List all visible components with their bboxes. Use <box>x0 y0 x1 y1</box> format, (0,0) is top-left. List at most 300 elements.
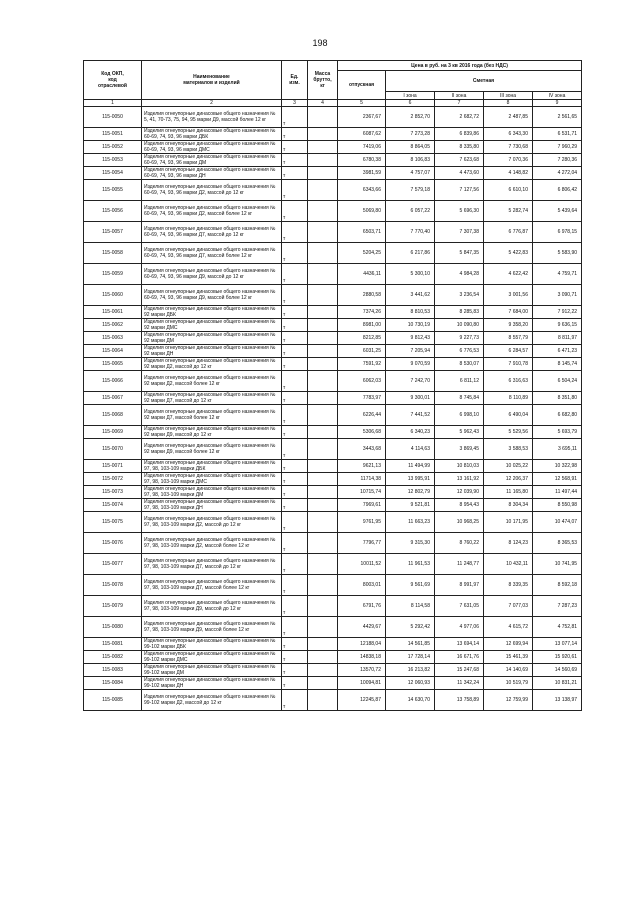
cell-code: 115-0068 <box>84 405 142 426</box>
cell-zone-1: 8 864,05 <box>386 141 435 154</box>
cell-release-price: 10094,81 <box>338 677 386 690</box>
cell-zone-2: 12 039,90 <box>435 486 484 499</box>
cell-code: 115-0064 <box>84 345 142 358</box>
cell-name: Изделия огнеупорные динасовые общего назначения № 97, 98, 103-109 марки Д7, массой до 12 кг <box>142 554 282 575</box>
cell-zone-1: 14 630,70 <box>386 690 435 711</box>
cell-zone-2: 7 127,56 <box>435 180 484 201</box>
cell-zone-1: 3 441,62 <box>386 285 435 306</box>
cell-unit: т <box>282 345 308 358</box>
cell-unit: т <box>282 107 308 128</box>
cell-name: Изделия огнеупорные динасовые общего назначения № 60-69, 74, 93, 96 марки ДН <box>142 167 282 180</box>
cell-unit: т <box>282 499 308 512</box>
col-num: 8 <box>484 100 533 107</box>
cell-zone-3: 6 610,10 <box>484 180 533 201</box>
header-name <box>142 61 282 100</box>
cell-code: 115-0059 <box>84 264 142 285</box>
cell-zone-3: 8 110,89 <box>484 392 533 405</box>
cell-zone-1: 6 217,86 <box>386 243 435 264</box>
cell-zone-4: 6 806,42 <box>533 180 582 201</box>
cell-zone-2: 7 307,38 <box>435 222 484 243</box>
cell-code: 115-0063 <box>84 332 142 345</box>
cell-zone-2: 4 984,28 <box>435 264 484 285</box>
table-row <box>84 167 582 180</box>
cell-zone-4: 15 920,61 <box>533 651 582 664</box>
cell-code: 115-0057 <box>84 222 142 243</box>
cell-name: Изделия огнеупорные динасовые общего назначения № 99-102 марки ДМ <box>142 664 282 677</box>
cell-zone-3: 7 077,03 <box>484 596 533 617</box>
cell-name: Изделия огнеупорные динасовые общего назначения № 60-69, 74, 93, 96 марки Д9, массой до 12 кг <box>142 264 282 285</box>
cell-zone-4: 3 695,11 <box>533 439 582 460</box>
cell-zone-1: 4 114,63 <box>386 439 435 460</box>
cell-zone-1: 13 995,91 <box>386 473 435 486</box>
cell-code: 115-0061 <box>84 306 142 319</box>
cell-zone-3: 5 282,74 <box>484 201 533 222</box>
cell-zone-3: 8 557,79 <box>484 332 533 345</box>
cell-release-price: 3443,68 <box>338 439 386 460</box>
table-row <box>84 332 582 345</box>
cell-zone-4: 7 960,29 <box>533 141 582 154</box>
cell-zone-1: 8 106,83 <box>386 154 435 167</box>
cell-name: Изделия огнеупорные динасовые общего назначения № 97, 98, 103-109 марки ДБК <box>142 460 282 473</box>
cell-unit: т <box>282 460 308 473</box>
header-mass-line: брутто, <box>313 77 332 83</box>
cell-release-price: 11714,38 <box>338 473 386 486</box>
cell-mass <box>308 405 338 426</box>
cell-zone-1: 9 315,30 <box>386 533 435 554</box>
cell-zone-4: 4 272,04 <box>533 167 582 180</box>
cell-zone-3: 12 206,37 <box>484 473 533 486</box>
cell-zone-4: 10 322,98 <box>533 460 582 473</box>
cell-zone-3: 2 487,85 <box>484 107 533 128</box>
cell-zone-3: 3 588,53 <box>484 439 533 460</box>
cell-code: 115-0077 <box>84 554 142 575</box>
cell-release-price: 8212,85 <box>338 332 386 345</box>
cell-zone-4: 6 531,71 <box>533 128 582 141</box>
cell-zone-4: 10 741,95 <box>533 554 582 575</box>
cell-release-price: 6031,25 <box>338 345 386 358</box>
cell-mass <box>308 664 338 677</box>
cell-name: Изделия огнеупорные динасовые общего назначения № 60-69, 74, 93, 96 марки Д7, массой более 12 кг <box>142 243 282 264</box>
header-code-line: код <box>108 77 117 83</box>
cell-zone-4: 8 592,18 <box>533 575 582 596</box>
cell-zone-4: 2 561,65 <box>533 107 582 128</box>
cell-name: Изделия огнеупорные динасовые общего назначения № 97, 98, 103-109 марки Д9, массой более 12 кг <box>142 617 282 638</box>
header-code-line: отраслевой <box>97 83 128 89</box>
cell-zone-1: 8 114,58 <box>386 596 435 617</box>
col-num: 6 <box>386 100 435 107</box>
header-release-price: отпускная <box>338 71 386 100</box>
cell-release-price: 7796,77 <box>338 533 386 554</box>
cell-mass <box>308 392 338 405</box>
cell-unit: т <box>282 554 308 575</box>
cell-zone-2: 8 285,83 <box>435 306 484 319</box>
cell-mass <box>308 638 338 651</box>
cell-release-price: 6062,03 <box>338 371 386 392</box>
cell-release-price: 6780,38 <box>338 154 386 167</box>
cell-mass <box>308 128 338 141</box>
table-row <box>84 141 582 154</box>
cell-zone-3: 7 910,78 <box>484 358 533 371</box>
table-row <box>84 690 582 711</box>
column-number-row <box>84 100 582 107</box>
cell-zone-1: 9 812,43 <box>386 332 435 345</box>
cell-code: 115-0050 <box>84 107 142 128</box>
cell-zone-2: 8 760,22 <box>435 533 484 554</box>
cell-unit: т <box>282 222 308 243</box>
cell-unit: т <box>282 664 308 677</box>
cell-zone-1: 7 441,52 <box>386 405 435 426</box>
cell-unit: т <box>282 596 308 617</box>
cell-mass <box>308 201 338 222</box>
cell-zone-4: 10 474,07 <box>533 512 582 533</box>
cell-zone-4: 8 811,97 <box>533 332 582 345</box>
cell-mass <box>308 460 338 473</box>
cell-release-price: 9761,95 <box>338 512 386 533</box>
cell-mass <box>308 345 338 358</box>
cell-unit: т <box>282 167 308 180</box>
table-row <box>84 499 582 512</box>
cell-mass <box>308 499 338 512</box>
cell-zone-1: 11 961,53 <box>386 554 435 575</box>
cell-zone-1: 12 802,79 <box>386 486 435 499</box>
cell-code: 115-0071 <box>84 460 142 473</box>
cell-zone-4: 6 504,24 <box>533 371 582 392</box>
cell-release-price: 12188,04 <box>338 638 386 651</box>
cell-code: 115-0053 <box>84 154 142 167</box>
header-unit-line: изм. <box>289 80 300 86</box>
cell-zone-3: 10 025,22 <box>484 460 533 473</box>
cell-zone-4: 5 583,90 <box>533 243 582 264</box>
cell-zone-3: 6 776,87 <box>484 222 533 243</box>
table-row <box>84 222 582 243</box>
table-row <box>84 243 582 264</box>
cell-mass <box>308 486 338 499</box>
cell-zone-3: 10 432,11 <box>484 554 533 575</box>
cell-zone-1: 5 300,10 <box>386 264 435 285</box>
table-row <box>84 319 582 332</box>
cell-zone-1: 9 561,69 <box>386 575 435 596</box>
table-row <box>84 345 582 358</box>
cell-zone-2: 13 758,89 <box>435 690 484 711</box>
table-row <box>84 533 582 554</box>
cell-zone-2: 7 631,05 <box>435 596 484 617</box>
cell-zone-2: 9 227,73 <box>435 332 484 345</box>
cell-code: 115-0084 <box>84 677 142 690</box>
cell-zone-1: 9 070,59 <box>386 358 435 371</box>
cell-zone-1: 7 770,40 <box>386 222 435 243</box>
table-row <box>84 264 582 285</box>
header-unit <box>282 61 308 100</box>
cell-zone-3: 10 171,95 <box>484 512 533 533</box>
cell-zone-2: 5 962,43 <box>435 426 484 439</box>
cell-zone-2: 8 745,84 <box>435 392 484 405</box>
cell-name: Изделия огнеупорные динасовые общего назначения № 60-69, 74, 93, 96 марки ДБК <box>142 128 282 141</box>
cell-zone-4: 5 439,64 <box>533 201 582 222</box>
cell-code: 115-0054 <box>84 167 142 180</box>
table-row <box>84 180 582 201</box>
cell-release-price: 6087,62 <box>338 128 386 141</box>
cell-zone-1: 11 663,23 <box>386 512 435 533</box>
cell-zone-4: 7 912,22 <box>533 306 582 319</box>
cell-code: 115-0065 <box>84 358 142 371</box>
cell-name: Изделия огнеупорные динасовые общего назначения № 92 марки Д7, массой до 12 кг <box>142 392 282 405</box>
cell-release-price: 13570,72 <box>338 664 386 677</box>
cell-code: 115-0058 <box>84 243 142 264</box>
cell-zone-4: 14 560,69 <box>533 664 582 677</box>
cell-name: Изделия огнеупорные динасовые общего назначения № 92 марки Д9, массой более 12 кг <box>142 439 282 460</box>
cell-zone-3: 6 343,30 <box>484 128 533 141</box>
cell-zone-1: 4 757,07 <box>386 167 435 180</box>
cell-zone-1: 16 213,82 <box>386 664 435 677</box>
cell-zone-3: 10 519,79 <box>484 677 533 690</box>
cell-code: 115-0083 <box>84 664 142 677</box>
cell-unit: т <box>282 392 308 405</box>
cell-mass <box>308 264 338 285</box>
table-row <box>84 128 582 141</box>
cell-code: 115-0079 <box>84 596 142 617</box>
cell-zone-2: 5 847,35 <box>435 243 484 264</box>
cell-mass <box>308 167 338 180</box>
cell-release-price: 6791,76 <box>338 596 386 617</box>
cell-zone-1: 8 810,53 <box>386 306 435 319</box>
cell-zone-4: 7 287,23 <box>533 596 582 617</box>
cell-mass <box>308 596 338 617</box>
cell-zone-4: 9 636,15 <box>533 319 582 332</box>
cell-mass <box>308 554 338 575</box>
cell-zone-4: 4 759,71 <box>533 264 582 285</box>
cell-zone-4: 13 138,97 <box>533 690 582 711</box>
table-header <box>84 61 582 107</box>
cell-zone-4: 13 077,14 <box>533 638 582 651</box>
cell-zone-4: 8 365,53 <box>533 533 582 554</box>
cell-release-price: 5204,25 <box>338 243 386 264</box>
cell-zone-2: 8 335,80 <box>435 141 484 154</box>
cell-zone-2: 2 682,72 <box>435 107 484 128</box>
cell-release-price: 8003,01 <box>338 575 386 596</box>
cell-zone-1: 7 242,70 <box>386 371 435 392</box>
cell-release-price: 3981,59 <box>338 167 386 180</box>
cell-zone-3: 6 490,04 <box>484 405 533 426</box>
cell-name: Изделия огнеупорные динасовые общего назначения № 60-69, 74, 93, 96 марки Д7, массой до 12 кг <box>142 222 282 243</box>
cell-zone-2: 8 991,97 <box>435 575 484 596</box>
col-num: 2 <box>142 100 282 107</box>
cell-zone-2: 13 694,14 <box>435 638 484 651</box>
cell-name: Изделия огнеупорные динасовые общего назначения № 99-102 марки ДН <box>142 677 282 690</box>
cell-name: Изделия огнеупорные динасовые общего назначения № 92 марки ДМ <box>142 332 282 345</box>
cell-code: 115-0066 <box>84 371 142 392</box>
cell-release-price: 4436,11 <box>338 264 386 285</box>
cell-name: Изделия огнеупорные динасовые общего назначения № 60-69, 74, 93, 96 марки ДМ <box>142 154 282 167</box>
col-num: 9 <box>533 100 582 107</box>
cell-release-price: 10715,74 <box>338 486 386 499</box>
header-mass-line: Масса <box>314 71 331 77</box>
cell-name: Изделия огнеупорные динасовые общего назначения № 5, 41, 70-73, 75, 94, 95 марки Д9, массой более 12 кг <box>142 107 282 128</box>
cell-mass <box>308 371 338 392</box>
table-row <box>84 617 582 638</box>
cell-mass <box>308 107 338 128</box>
cell-mass <box>308 154 338 167</box>
cell-zone-1: 14 561,85 <box>386 638 435 651</box>
header-name-line: материалов и изделий <box>183 80 240 86</box>
cell-mass <box>308 690 338 711</box>
table-row <box>84 107 582 128</box>
cell-name: Изделия огнеупорные динасовые общего назначения № 92 марки ДБК <box>142 306 282 319</box>
cell-zone-2: 6 839,86 <box>435 128 484 141</box>
header-mass <box>308 61 338 100</box>
cell-release-price: 14838,18 <box>338 651 386 664</box>
table-row <box>84 575 582 596</box>
cell-release-price: 10011,52 <box>338 554 386 575</box>
cell-name: Изделия огнеупорные динасовые общего назначения № 60-69, 74, 93, 96 марки Д9, массой более 12 кг <box>142 285 282 306</box>
col-num: 3 <box>282 100 308 107</box>
cell-name: Изделия огнеупорные динасовые общего назначения № 60-69, 74, 93, 96 марки Д2, массой более 12 кг <box>142 201 282 222</box>
cell-zone-1: 7 579,18 <box>386 180 435 201</box>
cell-mass <box>308 358 338 371</box>
table-row <box>84 486 582 499</box>
cell-unit: т <box>282 371 308 392</box>
cell-zone-4: 8 550,98 <box>533 499 582 512</box>
cell-release-price: 7591,92 <box>338 358 386 371</box>
cell-name: Изделия огнеупорные динасовые общего назначения № 92 марки ДМС <box>142 319 282 332</box>
cell-zone-1: 6 340,23 <box>386 426 435 439</box>
cell-release-price: 5069,80 <box>338 201 386 222</box>
cell-zone-1: 11 494,99 <box>386 460 435 473</box>
cell-unit: т <box>282 473 308 486</box>
cell-name: Изделия огнеупорные динасовые общего назначения № 99-102 марки ДМС <box>142 651 282 664</box>
cell-zone-4: 8 351,80 <box>533 392 582 405</box>
cell-zone-3: 7 684,00 <box>484 306 533 319</box>
header-zone-4: IV зона <box>533 92 582 100</box>
cell-mass <box>308 243 338 264</box>
cell-mass <box>308 332 338 345</box>
cell-code: 115-0056 <box>84 201 142 222</box>
table-row <box>84 285 582 306</box>
cell-code: 115-0072 <box>84 473 142 486</box>
cell-zone-3: 4 615,72 <box>484 617 533 638</box>
cell-code: 115-0080 <box>84 617 142 638</box>
cell-zone-4: 3 090,71 <box>533 285 582 306</box>
cell-mass <box>308 677 338 690</box>
cell-zone-2: 11 248,77 <box>435 554 484 575</box>
table-row <box>84 358 582 371</box>
cell-zone-2: 11 342,24 <box>435 677 484 690</box>
cell-zone-2: 16 671,76 <box>435 651 484 664</box>
header-unit-line: Ед. <box>290 74 299 80</box>
table-row <box>84 473 582 486</box>
cell-unit: т <box>282 243 308 264</box>
cell-mass <box>308 426 338 439</box>
cell-code: 115-0085 <box>84 690 142 711</box>
cell-unit: т <box>282 201 308 222</box>
cell-release-price: 9621,13 <box>338 460 386 473</box>
cell-zone-1: 7 273,28 <box>386 128 435 141</box>
cell-zone-4: 5 693,79 <box>533 426 582 439</box>
cell-mass <box>308 533 338 554</box>
cell-zone-1: 10 730,19 <box>386 319 435 332</box>
cell-zone-1: 5 292,42 <box>386 617 435 638</box>
cell-zone-2: 6 998,10 <box>435 405 484 426</box>
cell-zone-3: 12 759,99 <box>484 690 533 711</box>
cell-zone-3: 15 461,39 <box>484 651 533 664</box>
cell-zone-2: 5 696,30 <box>435 201 484 222</box>
table-row <box>84 392 582 405</box>
cell-mass <box>308 651 338 664</box>
header-code-line: Код ОКП, <box>101 71 124 77</box>
cell-zone-3: 11 165,80 <box>484 486 533 499</box>
cell-name: Изделия огнеупорные динасовые общего назначения № 97, 98, 103-109 марки ДН <box>142 499 282 512</box>
cell-unit: т <box>282 306 308 319</box>
col-num: 1 <box>84 100 142 107</box>
cell-unit: т <box>282 512 308 533</box>
cell-mass <box>308 575 338 596</box>
cell-zone-1: 6 057,22 <box>386 201 435 222</box>
cell-unit: т <box>282 154 308 167</box>
cell-zone-3: 8 304,34 <box>484 499 533 512</box>
cell-zone-2: 3 869,45 <box>435 439 484 460</box>
cell-code: 115-0075 <box>84 512 142 533</box>
cell-mass <box>308 306 338 319</box>
cell-release-price: 6226,44 <box>338 405 386 426</box>
header-zone-3: III зона <box>484 92 533 100</box>
cell-unit: т <box>282 264 308 285</box>
header-estimate-price: Сметная <box>386 71 582 92</box>
table-row <box>84 201 582 222</box>
cell-zone-1: 7 205,94 <box>386 345 435 358</box>
cell-zone-3: 12 699,94 <box>484 638 533 651</box>
table-row <box>84 405 582 426</box>
cell-unit: т <box>282 180 308 201</box>
cell-mass <box>308 180 338 201</box>
cell-name: Изделия огнеупорные динасовые общего назначения № 97, 98, 103-109 марки ДМ <box>142 486 282 499</box>
cell-unit: т <box>282 141 308 154</box>
cell-mass <box>308 285 338 306</box>
cell-zone-3: 6 284,57 <box>484 345 533 358</box>
cell-unit: т <box>282 690 308 711</box>
cell-name: Изделия огнеупорные динасовые общего назначения № 99-102 марки ДБК <box>142 638 282 651</box>
cell-name: Изделия огнеупорные динасовые общего назначения № 60-69, 74, 93, 96 марки Д2, массой до 12 кг <box>142 180 282 201</box>
cell-release-price: 7969,61 <box>338 499 386 512</box>
cell-zone-3: 3 001,56 <box>484 285 533 306</box>
cell-zone-3: 14 140,69 <box>484 664 533 677</box>
cell-zone-4: 12 568,91 <box>533 473 582 486</box>
cell-zone-4: 8 145,74 <box>533 358 582 371</box>
table-row <box>84 154 582 167</box>
cell-mass <box>308 319 338 332</box>
cell-unit: т <box>282 638 308 651</box>
cell-unit: т <box>282 575 308 596</box>
cell-name: Изделия огнеупорные динасовые общего назначения № 92 марки Д9, массой до 12 кг <box>142 426 282 439</box>
cell-zone-3: 8 339,35 <box>484 575 533 596</box>
cell-code: 115-0051 <box>84 128 142 141</box>
cell-code: 115-0073 <box>84 486 142 499</box>
page-number: 198 <box>312 38 328 48</box>
price-table <box>83 60 582 711</box>
cell-zone-3: 7 730,68 <box>484 141 533 154</box>
cell-zone-1: 2 852,70 <box>386 107 435 128</box>
cell-zone-4: 11 497,44 <box>533 486 582 499</box>
cell-name: Изделия огнеупорные динасовые общего назначения № 97, 98, 103-109 марки ДМС <box>142 473 282 486</box>
cell-zone-3: 4 148,82 <box>484 167 533 180</box>
cell-code: 115-0081 <box>84 638 142 651</box>
header-mass-line: кг <box>320 83 325 89</box>
cell-zone-4: 7 280,36 <box>533 154 582 167</box>
cell-code: 115-0076 <box>84 533 142 554</box>
cell-zone-2: 10 810,03 <box>435 460 484 473</box>
cell-release-price: 7783,97 <box>338 392 386 405</box>
cell-zone-4: 10 831,21 <box>533 677 582 690</box>
cell-name: Изделия огнеупорные динасовые общего назначения № 92 марки Д2, массой более 12 кг <box>142 371 282 392</box>
cell-zone-2: 15 247,68 <box>435 664 484 677</box>
